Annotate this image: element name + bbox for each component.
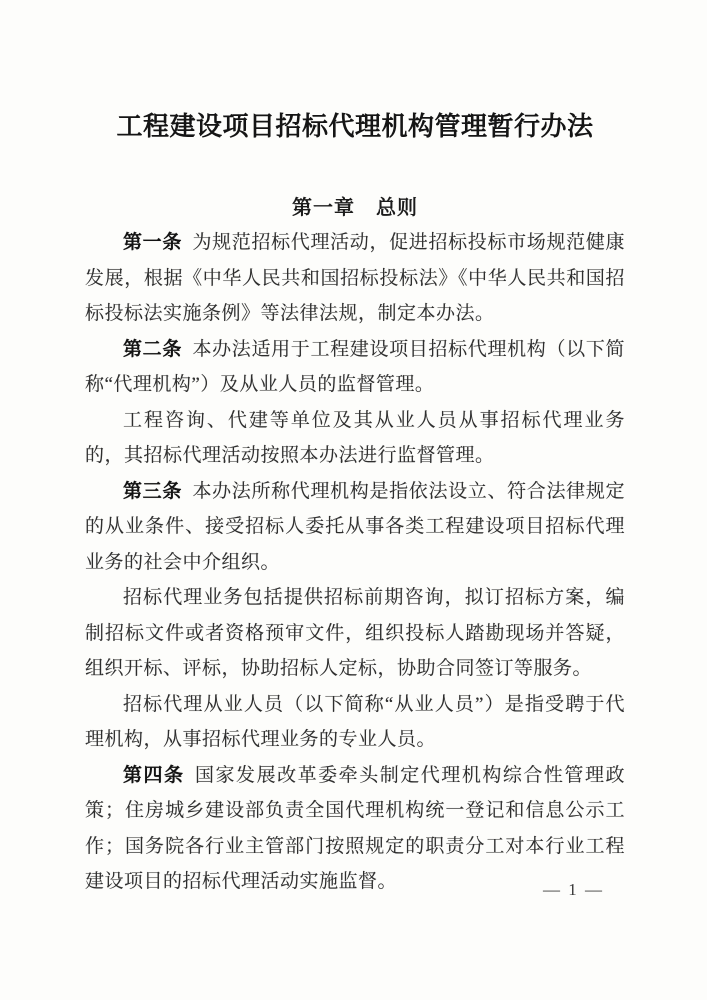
paragraph-text: 本办法所称代理机构是指依法设立、符合法律规定的从业条件、接受招标人委托从事各类工程建设项目招标代理业务的社会中介组织。 <box>85 480 625 573</box>
document-title: 工程建设项目招标代理机构管理暂行办法 <box>116 112 594 141</box>
article-number: 第四条 <box>123 764 185 786</box>
document-body <box>85 225 625 900</box>
body-paragraph <box>85 332 625 403</box>
chapter-heading: 第一章 总则 <box>292 197 418 219</box>
article-number: 第三条 <box>123 480 183 502</box>
body-paragraph <box>85 687 625 758</box>
page-number: — 1 — <box>543 880 604 899</box>
body-paragraph <box>85 474 625 581</box>
article-number: 第二条 <box>123 338 183 360</box>
body-paragraph <box>85 225 625 332</box>
paragraph-text: 工程咨询、代建等单位及其从业人员从事招标代理业务的，其招标代理活动按照本办法进行监督管理。 <box>85 409 625 466</box>
paragraph-text: 为规范招标代理活动，促进招标投标市场规范健康发展，根据《中华人民共和国招标投标法》《中华人民共和国招标投标法实施条例》等法律法规，制定本办法。 <box>85 232 625 324</box>
body-paragraph <box>85 580 625 687</box>
body-paragraph <box>85 403 625 474</box>
paragraph-text: 国家发展改革委牵头制定代理机构综合性管理政策；住房城乡建设部负责全国代理机构统一登记和信息公示工作；国务院各行业主管部门按照规定的职责分工对本行业工程建设项目的招标代理活动实施监督。 <box>85 764 625 892</box>
body-paragraph <box>85 758 625 900</box>
paragraph-text: 招标代理业务包括提供招标前期咨询，拟订招标方案，编制招标文件或者资格预审文件，组织投标人踏勘现场并答疑，组织开标、评标，协助招标人定标，协助合同签订等服务。 <box>85 587 625 679</box>
paragraph-text: 本办法适用于工程建设项目招标代理机构（以下简称“代理机构”）及从业人员的监督管理。 <box>85 338 625 395</box>
paragraph-text: 招标代理从业人员（以下简称“从业人员”）是指受聘于代理机构，从事招标代理业务的专业人员。 <box>85 693 625 750</box>
article-number: 第一条 <box>123 232 183 253</box>
